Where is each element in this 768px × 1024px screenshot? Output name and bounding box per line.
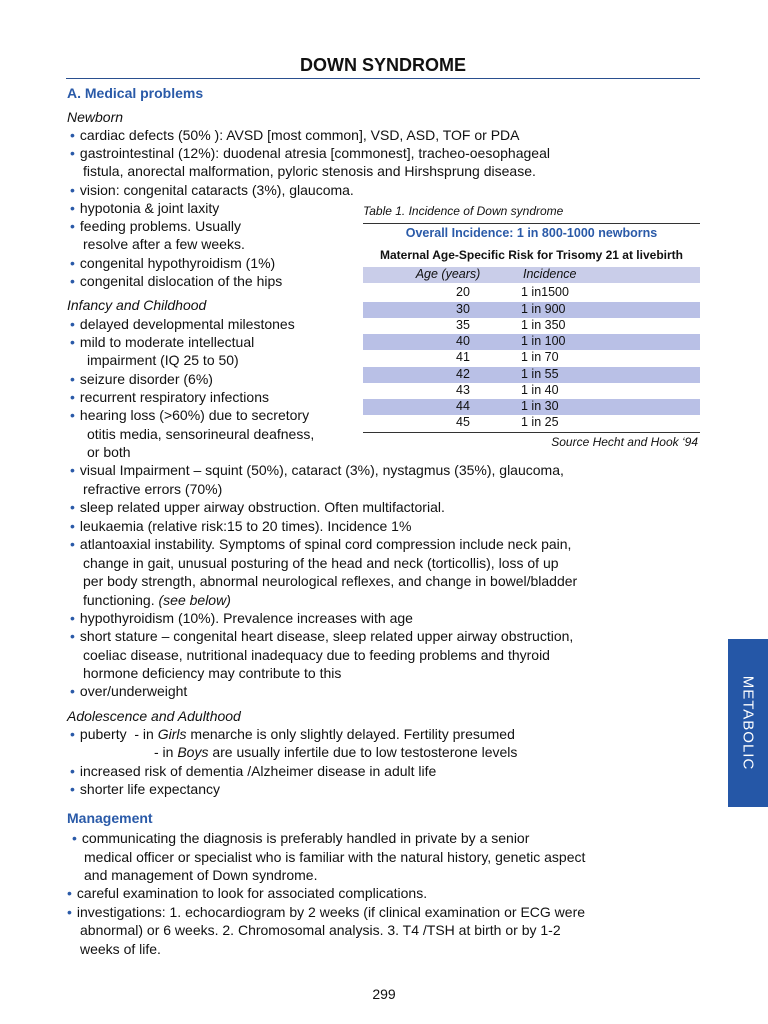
list-item-continued: refractive errors (70%) — [83, 481, 223, 497]
list-item: • hypotonia & joint laxity — [70, 200, 220, 216]
section-tab-label: METABOLIC — [739, 675, 757, 771]
list-item-continued: functioning. (see below) — [83, 592, 231, 608]
list-item: • communicating the diagnosis is preferably handled in private by a senior — [72, 830, 530, 846]
subheading-infancy: Infancy and Childhood — [67, 297, 207, 313]
subheading-adolescence: Adolescence and Adulthood — [67, 708, 241, 724]
page-number: 299 — [372, 986, 396, 1002]
col-age-header: Age (years) — [415, 267, 481, 281]
title-divider — [66, 78, 700, 79]
list-item: • recurrent respiratory infections — [70, 389, 269, 405]
list-item-continued: medical officer or specialist who is familiar with the natural history, genetic aspect — [84, 849, 586, 865]
list-item: • investigations: 1. echocardiogram by 2 weeks (if clinical examination or ECG were — [67, 904, 586, 920]
col-incidence-header: Incidence — [523, 267, 577, 281]
list-item: • visual Impairment – squint (50%), cataract (3%), nystagmus (35%), glaucoma, — [70, 462, 564, 478]
list-item: • feeding problems. Usually — [70, 218, 241, 234]
list-item: • vision: congenital cataracts (3%), glaucoma. — [70, 182, 354, 198]
list-item: • increased risk of dementia /Alzheimer disease in adult life — [70, 763, 437, 779]
table-row: 44 1 in 30 — [363, 399, 700, 415]
list-item-continued: and management of Down syndrome. — [84, 867, 318, 883]
table-caption: Table 1. Incidence of Down syndrome — [363, 204, 564, 218]
table-header-row — [363, 267, 700, 283]
table-row: 43 1 in 40 — [456, 383, 559, 397]
section-tab-metabolic[interactable] — [728, 639, 768, 807]
list-item-continued: fistula, anorectal malformation, pyloric stenosis and Hirshsprung disease. — [83, 163, 536, 179]
table-overall-incidence: Overall Incidence: 1 in 800-1000 newborns — [405, 226, 658, 240]
section-heading-medical-problems: A. Medical problems — [67, 85, 204, 101]
table-row: 40 1 in 100 — [363, 334, 700, 350]
list-item: • hearing loss (>60%) due to secretory — [70, 407, 310, 423]
list-item: • over/underweight — [70, 683, 188, 699]
list-item: • mild to moderate intellectual — [70, 334, 255, 350]
list-item: • short stature – congenital heart disease, sleep related upper airway obstruction, — [70, 628, 574, 644]
list-item: • careful examination to look for associated complications. — [67, 885, 428, 901]
list-item-continued: coeliac disease, nutritional inadequacy due to feeding problems and thyroid — [83, 647, 550, 663]
table-source: Source Hecht and Hook ‘94 — [551, 435, 698, 449]
list-item: • puberty - in Girls menarche is only slightly delayed. Fertility presumed — [70, 726, 515, 742]
list-item: • sleep related upper airway obstruction. Often multifactorial. — [70, 499, 445, 515]
list-item: • leukaemia (relative risk:15 to 20 times). Incidence 1% — [70, 518, 412, 534]
list-item-continued: hormone deficiency may contribute to this — [83, 665, 342, 681]
list-item: • seizure disorder (6%) — [70, 371, 213, 387]
list-item-continued: or both — [87, 444, 131, 460]
list-item-continued: - in Boys are usually infertile due to low testosterone levels — [154, 744, 518, 760]
table-maternal-heading: Maternal Age-Specific Risk for Trisomy 21 at livebirth — [380, 248, 683, 262]
list-item-continued: per body strength, abnormal neurological reflexes, and change in bowel/bladder — [83, 573, 578, 589]
table-row: 41 1 in 70 — [456, 350, 559, 364]
list-item: • atlantoaxial instability. Symptoms of spinal cord compression include neck pain, — [70, 536, 572, 552]
list-item: • gastrointestinal (12%): duodenal atresia [commonest], tracheo-oesophageal — [70, 145, 550, 161]
list-item-continued: otitis media, sensorineural deafness, — [87, 426, 315, 442]
list-item-continued: impairment (IQ 25 to 50) — [87, 352, 239, 368]
list-item: • congenital hypothyroidism (1%) — [70, 255, 276, 271]
list-item: • cardiac defects (50% ): AVSD [most common], VSD, ASD, TOF or PDA — [70, 127, 520, 143]
subheading-newborn: Newborn — [67, 109, 124, 125]
table-row: 45 1 in 25 — [456, 415, 559, 429]
section-heading-management: Management — [67, 810, 153, 826]
list-item: • shorter life expectancy — [70, 781, 220, 797]
table-row: 30 1 in 900 — [363, 302, 700, 318]
table-bottom-rule — [363, 432, 700, 433]
list-item-continued: change in gait, unusual posturing of the head and neck (torticollis), loss of up — [83, 555, 559, 571]
see-below-note: (see below) — [158, 592, 231, 608]
table-row: 20 1 in1500 — [456, 285, 569, 299]
table-row: 35 1 in 350 — [456, 318, 566, 332]
list-item-continued: resolve after a few weeks. — [83, 236, 245, 252]
list-item-continued: weeks of life. — [80, 941, 161, 957]
list-item: • congenital dislocation of the hips — [70, 273, 283, 289]
table-top-rule — [363, 223, 700, 224]
list-item: • delayed developmental milestones — [70, 316, 295, 332]
table-row: 42 1 in 55 — [363, 367, 700, 383]
list-item-continued: abnormal) or 6 weeks. 2. Chromosomal analysis. 3. T4 /TSH at birth or by 1-2 — [80, 922, 561, 938]
page-title: DOWN SYNDROME — [300, 55, 466, 75]
list-item: • hypothyroidism (10%). Prevalence increases with age — [70, 610, 413, 626]
